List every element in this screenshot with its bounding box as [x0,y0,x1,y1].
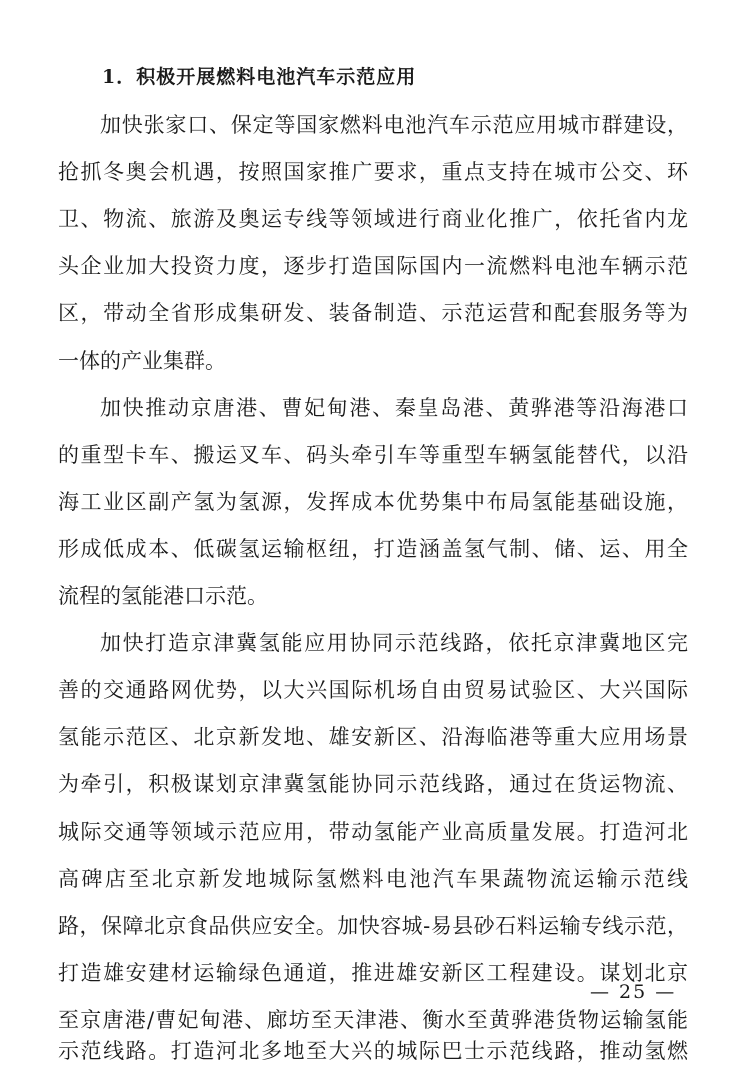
paragraph-2-line-2: 的重型卡车、搬运叉车、码头牵引车等重型车辆氢能替代，以沿 [58,442,688,467]
page-number: — 25 — [590,981,677,1003]
paragraph-1-line-6: 一体的产业集群。 [58,348,226,373]
paragraph-2-line-4: 形成低成本、低碳氢运输枢纽，打造涵盖氢气制、储、运、用全 [58,536,688,561]
paragraph-2-line-5: 流程的氢能港口示范。 [58,584,268,608]
paragraph-3-line-7: 路，保障北京食品供应安全。加快容城-易县砂石料运输专线示范， [58,913,688,938]
paragraph-2-line-3: 海工业区副产氢为氢源，发挥成本优势集中布局氢能基础设施， [58,489,688,514]
paragraph-3-line-3: 氢能示范区、北京新发地、雄安新区、沿海临港等重大应用场景 [58,725,688,750]
paragraph-1-line-4: 头企业加大投资力度，逐步打造国际国内一流燃料电池车辆示范 [58,254,688,279]
paragraph-1-line-1: 加快张家口、保定等国家燃料电池汽车示范应用城市群建设， [100,113,688,137]
paragraph-1-line-3: 卫、物流、旅游及奥运专线等领域进行商业化推广，依托省内龙 [58,207,688,232]
paragraph-3-line-8: 打造雄安建材运输绿色通道，推进雄安新区工程建设。谋划北京 [58,960,688,985]
paragraph-3-line-4: 为牵引，积极谋划京津冀氢能协同示范线路，通过在货运物流、 [58,772,688,797]
paragraph-3-line-2: 善的交通路网优势，以大兴国际机场自由贸易试验区、大兴国际 [58,678,688,703]
paragraph-3-line-1: 加快打造京津冀氢能应用协同示范线路，依托京津冀地区完 [100,631,688,656]
paragraph-2-line-1: 加快推动京唐港、曹妃甸港、秦皇岛港、黄骅港等沿海港口 [100,395,688,420]
paragraph-3-line-6: 高碑店至北京新发地城际氢燃料电池汽车果蔬物流运输示范线 [58,866,688,891]
paragraph-3-line-9: 至京唐港/曹妃甸港、廊坊至天津港、衡水至黄骅港货物运输氢能 [58,1007,688,1032]
paragraph-3-line-10: 示范线路。打造河北多地至大兴的城际巴士示范线路，推动氢燃 [58,1039,688,1063]
paragraph-3-line-5: 城际交通等领域示范应用，带动氢能产业高质量发展。打造河北 [58,819,688,844]
section-heading: 1．积极开展燃料电池汽车示范应用 [102,66,417,88]
paragraph-1-line-2: 抢抓冬奥会机遇，按照国家推广要求，重点支持在城市公交、环 [58,160,688,185]
paragraph-1-line-5: 区，带动全省形成集研发、装备制造、示范运营和配套服务等为 [58,301,688,326]
